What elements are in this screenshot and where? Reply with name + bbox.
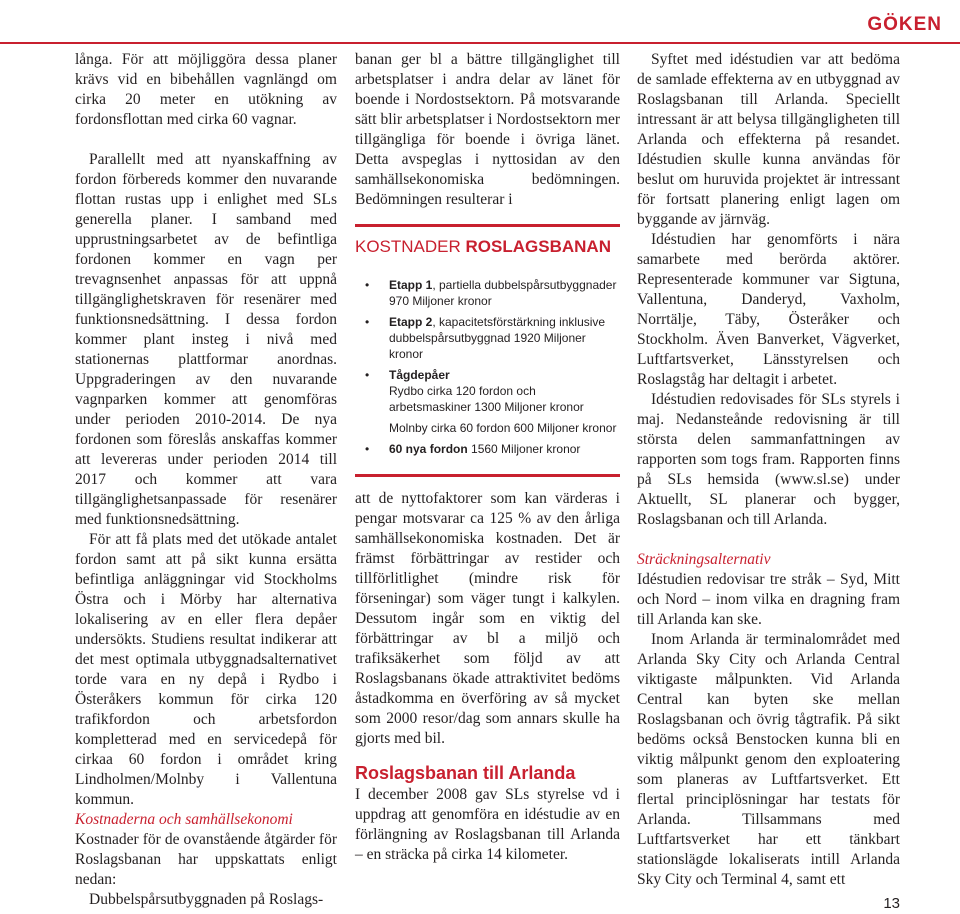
list-item: [355, 367, 620, 436]
cost-box-title-prefix: KOSTNADER: [355, 237, 466, 256]
column-1: [75, 50, 337, 910]
paragraph: Inom Arlanda är terminalområdet med Arlanda Sky City och Arlanda Central viktigaste målpunkten. Vid Arlanda Central kan byten ske mellan Roslagsbanan och övrig tågtrafik. På sikt bedöms också Benstocken kunna bli en viktig målpunkt genom den exploatering som planeras av Luftfartsverket. Ett flertal principlösningar har testats för Arlanda. Tillsammans med Luftfartsverket har ett tänkbart stationslägde lokaliserats intill Arlanda Sky City och Terminal 4, samt ett: [637, 631, 900, 888]
paragraph: långa. För att möjliggöra dessa planer krävs vid en bibehållen vagnlängd om cirka 20 meter en utökning av fordonsflottan med cirka 60 vagnar.: [75, 51, 337, 128]
paragraph: Idéstudien redovisades för SLs styrels i maj. Nedansteånde redovisning är till största delen sammanfattningen av rapporten som togs fram. Rapporten finns på SLs hemsida (www.sl.se) under Aktuellt, SL planerar och bygger, Roslagsbanan och till Arlanda.: [637, 391, 900, 528]
column-2: [355, 50, 620, 865]
paragraph: Idéstudien redovisar tre stråk – Syd, Mitt och Nord – inom vilka en dragning fram till Arlanda kan ske.: [637, 571, 900, 628]
item-text: Rydbo cirka 120 fordon och arbetsmaskiner 1300 Miljoner kronor: [389, 384, 584, 414]
subheading-routes: Sträckningsalternativ: [637, 551, 771, 568]
list-item: [355, 277, 620, 309]
bullet-icon: •: [365, 368, 370, 382]
list-item: [355, 441, 620, 457]
header-rule: [0, 42, 960, 44]
page-number: 13: [883, 895, 900, 912]
paragraph: att de nyttofaktorer som kan värderas i pengar motsvarar ca 125 % av den årliga samhällsekonomiska kostnaden. Det är främst förbättringar av restider och tillförlitlighet (mindre risk för förseningar) som väger tungt i kalkylen. Dessutom ingår som en viktig del förbättringar av bl a miljö och trafiksäkerhet som följd av att Roslagsbanans ökade attraktivitet bedöms åstadkomma en överföring av så mycket som 2000 resor/dag som annars skulle ha gjorts med bil.: [355, 490, 620, 747]
paragraph: Dubbelspårsutbyggnaden på Roslags-: [89, 891, 324, 908]
item-label: Tågdepåer: [389, 368, 450, 382]
column-3: [637, 50, 900, 890]
paragraph: Idéstudien har genomförts i nära samarbete med berörda aktörer. Representerade kommuner var Sigtuna, Vallentuna, Danderyd, Vaxholm, Norrtälje, Täby, Österåker och Stockholm. Även Banverket, Vägverket, Luftfartsverket, Länsstyrelsen och Roslagståg har deltagit i arbetet.: [637, 231, 900, 388]
paragraph: För att få plats med det utökade antalet fordon samt att på sikt kunna ersätta befintliga anläggningar vid Stockholms Östra och i Mörby har alternativa lokalisering av en eller flera depåer undersökts. Studiens resultat indikerar att det mest optimala utbyggnadsalternativet torde vara en ny depå i Rydbo i Österåkers kommun för cirka 120 trafikfordon och arbetsfordon kompletterad med en servicedepå för cirkaa 60 fordon i området kring Lindholmen/Molnby i Vallentuna kommun.: [75, 531, 337, 808]
subheading-arlanda: Roslagsbanan till Arlanda: [355, 763, 576, 783]
section-title: GÖKEN: [867, 14, 942, 35]
cost-box: [355, 224, 620, 477]
item-text: , kapacitetsförstärkning inklusive dubbelspårsutbyggnad 1920 Miljoner kronor: [389, 315, 606, 361]
subheading-costs: Kostnaderna och samhällsekonomi: [75, 811, 293, 828]
list-item: [355, 314, 620, 362]
item-text: , partiella dubbelspårsutbyggnader 970 Miljoner kronor: [389, 278, 617, 308]
item-label: 60 nya fordon: [389, 442, 468, 456]
cost-box-title-bold: ROSLAGSBANAN: [465, 237, 611, 256]
cost-list: [355, 277, 620, 457]
paragraph: banan ger bl a bättre tillgänglighet till arbetsplatser i andra delar av länet för boende i Nordostsektorn. På motsvarande sätt blir arbetsplatser i Nordostsektorn mer tillgängliga för boende i övriga länet. Detta avspeglas i nyttosidan av den samhällsekonomiska bedömningen. Bedömningen resulterar i: [355, 51, 620, 208]
paragraph: Parallellt med att nyanskaffning av fordon förbereds kommer den nuvarande flottan rustas upp i enlighet med SLs generella planer. I samband med upprustningsarbetet av de befintliga fordonen kommer en vagn per trevagnsenhet anpassas för att uppnå tillgänglighetskraven för resenärer med funktionsnedsättning. I dessa fordon kommer plant insteg i nivå med stationernas plattformar anordnas. Uppgraderingen av den nuvarande vagnparken kommer att genomföras under perioden 2010-2014. De nya fordonen som föreslås anskaffas kommer att levereras under perioden 2014 till 2017 och kommer att vara tillgänglighetsanpassade för resenärer med funktionsnedsättning.: [75, 151, 337, 528]
bullet-icon: •: [365, 278, 370, 292]
paragraph: Kostnader för de ovanstående åtgärder för Roslagsbanan har uppskattats enligt nedan:: [75, 831, 337, 888]
item-text: Molnby cirka 60 fordon 600 Miljoner kronor: [389, 421, 617, 435]
bullet-icon: •: [365, 315, 370, 329]
bullet-icon: •: [365, 442, 370, 456]
item-text: 1560 Miljoner kronor: [467, 442, 581, 456]
paragraph: Syftet med idéstudien var att bedöma de samlade effekterna av en utbyggnad av Roslagsbanan till Arlanda. Speciellt intressant är att belysa tillgängligheten till Arlanda och effekterna på resandet. Idéstudien skulle kunna användas för beslut om huruvida projektet är intressant för fortsatt planering enligt lagen om byggande av järnväg.: [637, 51, 900, 228]
paragraph: I december 2008 gav SLs styrelse vd i uppdrag att genomföra en idéstudie av en förlängning av Roslagsbanan till Arlanda – en sträcka på cirka 14 kilometer.: [355, 786, 620, 863]
item-label: Etapp 1: [389, 278, 433, 292]
cost-box-title: [355, 237, 620, 257]
item-label: Etapp 2: [389, 315, 433, 329]
